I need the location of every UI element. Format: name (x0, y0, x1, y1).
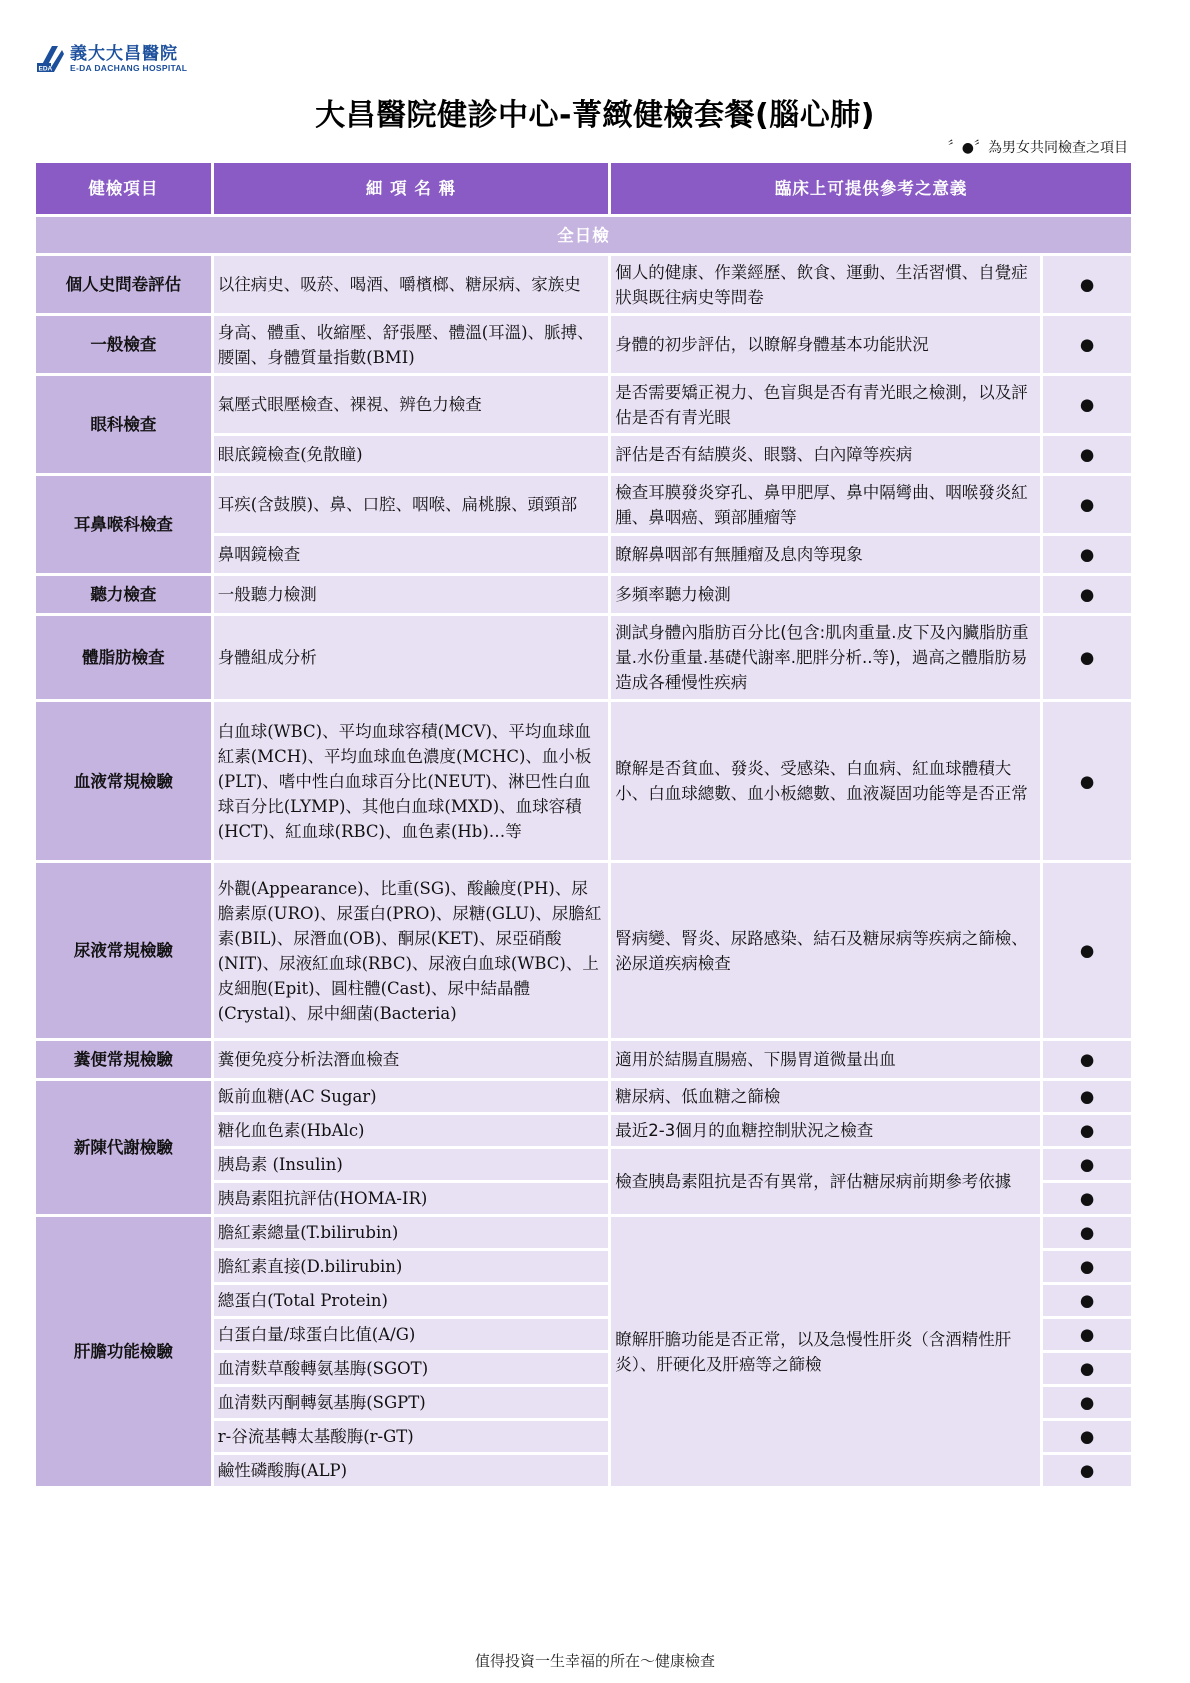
header-category: 健檢項目 (36, 163, 211, 214)
gender-mark: ● (1043, 702, 1131, 860)
category-cell: 血液常規檢驗 (36, 702, 211, 860)
item-cell: 總蛋白(Total Protein) (214, 1285, 609, 1316)
table-row (36, 256, 1131, 313)
meaning-cell: 最近2-3個月的血糖控制狀況之檢查 (611, 1115, 1040, 1146)
category-cell: 尿液常規檢驗 (36, 863, 211, 1038)
meaning-cell: 糖尿病、低血糖之篩檢 (611, 1081, 1040, 1112)
gender-mark: ● (1043, 436, 1131, 473)
table-row (36, 702, 1131, 860)
gender-mark: ● (1043, 863, 1131, 1038)
item-cell: 白血球(WBC)、平均血球容積(MCV)、平均血球血紅素(MCH)、平均血球血色濃度(MCHC)、血小板(PLT)、嗜中性白血球百分比(NEUT)、淋巴性白血球百分比(LYMP)、其他白血球(MXD)、血球容積(HCT)、紅血球(RBC)、血色素(Hb)…等 (214, 702, 609, 860)
item-cell: 鹼性磷酸脢(ALP) (214, 1455, 609, 1486)
gender-mark: ● (1043, 316, 1131, 373)
gender-mark: ● (1043, 616, 1131, 699)
item-cell: 身體組成分析 (214, 616, 609, 699)
logo-english-name: E-DA DACHANG HOSPITAL (70, 63, 188, 73)
hospital-logo-icon (36, 44, 66, 74)
gender-mark: ● (1043, 1455, 1131, 1486)
meaning-cell: 瞭解肝膽功能是否正常，以及急慢性肝炎（含酒精性肝炎）、肝硬化及肝癌等之篩檢 (611, 1217, 1040, 1486)
category-cell: 聽力檢查 (36, 576, 211, 613)
table-row (36, 476, 1131, 533)
gender-mark: ● (1043, 536, 1131, 573)
gender-mark: ● (1043, 1115, 1131, 1146)
header-meaning: 臨床上可提供參考之意義 (611, 163, 1131, 214)
gender-mark: ● (1043, 1353, 1131, 1384)
category-cell: 耳鼻喉科檢查 (36, 476, 211, 573)
item-cell: 膽紅素總量(T.bilirubin) (214, 1217, 609, 1248)
item-cell: r-谷流基轉太基酸脢(r-GT) (214, 1421, 609, 1452)
table-row (36, 376, 1131, 433)
gender-mark: ● (1043, 1217, 1131, 1248)
meaning-cell: 適用於結腸直腸癌、下腸胃道微量出血 (611, 1041, 1040, 1078)
gender-mark: ● (1043, 576, 1131, 613)
item-cell: 胰島素阻抗評估(HOMA-IR) (214, 1183, 609, 1214)
gender-mark: ● (1043, 1421, 1131, 1452)
meaning-cell: 是否需要矯正視力、色盲與是否有青光眼之檢測，以及評估是否有青光眼 (611, 376, 1040, 433)
meaning-cell: 身體的初步評估，以瞭解身體基本功能狀況 (611, 316, 1040, 373)
meaning-cell: 瞭解鼻咽部有無腫瘤及息肉等現象 (611, 536, 1040, 573)
category-cell: 個人史問卷評估 (36, 256, 211, 313)
table-row (36, 576, 1131, 613)
item-cell: 血清麩丙酮轉氨基脢(SGPT) (214, 1387, 609, 1418)
table-row (36, 863, 1131, 1038)
item-cell: 胰島素 (Insulin) (214, 1149, 609, 1180)
gender-mark: ● (1043, 1387, 1131, 1418)
meaning-cell: 檢查胰島素阻抗是否有異常，評估糖尿病前期參考依據 (611, 1149, 1040, 1214)
header-item: 細 項 名 稱 (214, 163, 609, 214)
item-cell: 以往病史、吸菸、喝酒、嚼檳榔、糖尿病、家族史 (214, 256, 609, 313)
gender-mark: ● (1043, 476, 1131, 533)
item-cell: 飯前血糖(AC Sugar) (214, 1081, 609, 1112)
gender-mark: ● (1043, 376, 1131, 433)
item-cell: 氣壓式眼壓檢查、裸視、辨色力檢查 (214, 376, 609, 433)
meaning-cell: 評估是否有結膜炎、眼翳、白內障等疾病 (611, 436, 1040, 473)
hospital-logo (36, 44, 187, 74)
table-row (36, 1081, 1131, 1112)
gender-mark: ● (1043, 1251, 1131, 1282)
legend-note: 〞●〞為男女共同檢查之項目 (947, 140, 1128, 156)
category-cell: 體脂肪檢查 (36, 616, 211, 699)
gender-mark: ● (1043, 1041, 1131, 1078)
gender-mark: ● (1043, 1183, 1131, 1214)
gender-mark: ● (1043, 1319, 1131, 1350)
category-cell: 糞便常規檢驗 (36, 1041, 211, 1078)
table-row (36, 616, 1131, 699)
table-header-row (36, 163, 1131, 214)
meaning-cell: 腎病變、腎炎、尿路感染、結石及糖尿病等疾病之篩檢、泌尿道疾病檢查 (611, 863, 1040, 1038)
logo-chinese-name: 義大大昌醫院 (70, 44, 178, 64)
logo-badge: EDA (38, 65, 53, 73)
item-cell: 眼底鏡檢查(免散瞳) (214, 436, 609, 473)
meaning-cell: 瞭解是否貧血、發炎、受感染、白血病、紅血球體積大小、白血球總數、血小板總數、血液凝固功能等是否正常 (611, 702, 1040, 860)
meaning-cell: 個人的健康、作業經歷、飲食、運動、生活習慣、自覺症狀與既往病史等問卷 (611, 256, 1040, 313)
meaning-cell: 測試身體內脂肪百分比(包含:肌肉重量.皮下及內臟脂肪重量.水份重量.基礎代謝率.肥胖分析..等)，過高之體脂肪易造成各種慢性疾病 (611, 616, 1040, 699)
category-cell: 新陳代謝檢驗 (36, 1081, 211, 1214)
category-cell: 眼科檢查 (36, 376, 211, 473)
meaning-cell: 多頻率聽力檢測 (611, 576, 1040, 613)
item-cell: 血清麩草酸轉氨基脢(SGOT) (214, 1353, 609, 1384)
exam-table (33, 160, 1134, 1489)
gender-mark: ● (1043, 1149, 1131, 1180)
item-cell: 身高、體重、收縮壓、舒張壓、體溫(耳溫)、脈搏、腰圍、身體質量指數(BMI) (214, 316, 609, 373)
item-cell: 鼻咽鏡檢查 (214, 536, 609, 573)
section-row (36, 217, 1131, 253)
page-title: 大昌醫院健診中心-菁緻健檢套餐(腦心肺) (315, 98, 875, 133)
table-row (36, 316, 1131, 373)
item-cell: 膽紅素直接(D.bilirubin) (214, 1251, 609, 1282)
item-cell: 白蛋白量/球蛋白比值(A/G) (214, 1319, 609, 1350)
gender-mark: ● (1043, 1285, 1131, 1316)
gender-mark: ● (1043, 256, 1131, 313)
category-cell: 肝膽功能檢驗 (36, 1217, 211, 1486)
page-footer: 值得投資一生幸福的所在～健康檢查 (474, 1652, 715, 1670)
table-row (36, 1041, 1131, 1078)
item-cell: 外觀(Appearance)、比重(SG)、酸鹼度(PH)、尿膽素原(URO)、尿蛋白(PRO)、尿糖(GLU)、尿膽紅素(BIL)、尿潛血(OB)、酮尿(KET)、尿亞硝酸(NIT)、尿液紅血球(RBC)、尿液白血球(WBC)、上皮細胞(Epit)、圓柱體(Cast)、尿中結晶體(Crystal)、尿中細菌(Bacteria) (214, 863, 609, 1038)
category-cell: 一般檢查 (36, 316, 211, 373)
meaning-cell: 檢查耳膜發炎穿孔、鼻甲肥厚、鼻中隔彎曲、咽喉發炎紅腫、鼻咽癌、頸部腫瘤等 (611, 476, 1040, 533)
item-cell: 糖化血色素(HbAlc) (214, 1115, 609, 1146)
table-row (36, 1217, 1131, 1248)
item-cell: 耳疾(含鼓膜)、鼻、口腔、咽喉、扁桃腺、頭頸部 (214, 476, 609, 533)
section-title: 全日檢 (36, 217, 1131, 253)
item-cell: 一般聽力檢測 (214, 576, 609, 613)
item-cell: 糞便免疫分析法潛血檢查 (214, 1041, 609, 1078)
gender-mark: ● (1043, 1081, 1131, 1112)
